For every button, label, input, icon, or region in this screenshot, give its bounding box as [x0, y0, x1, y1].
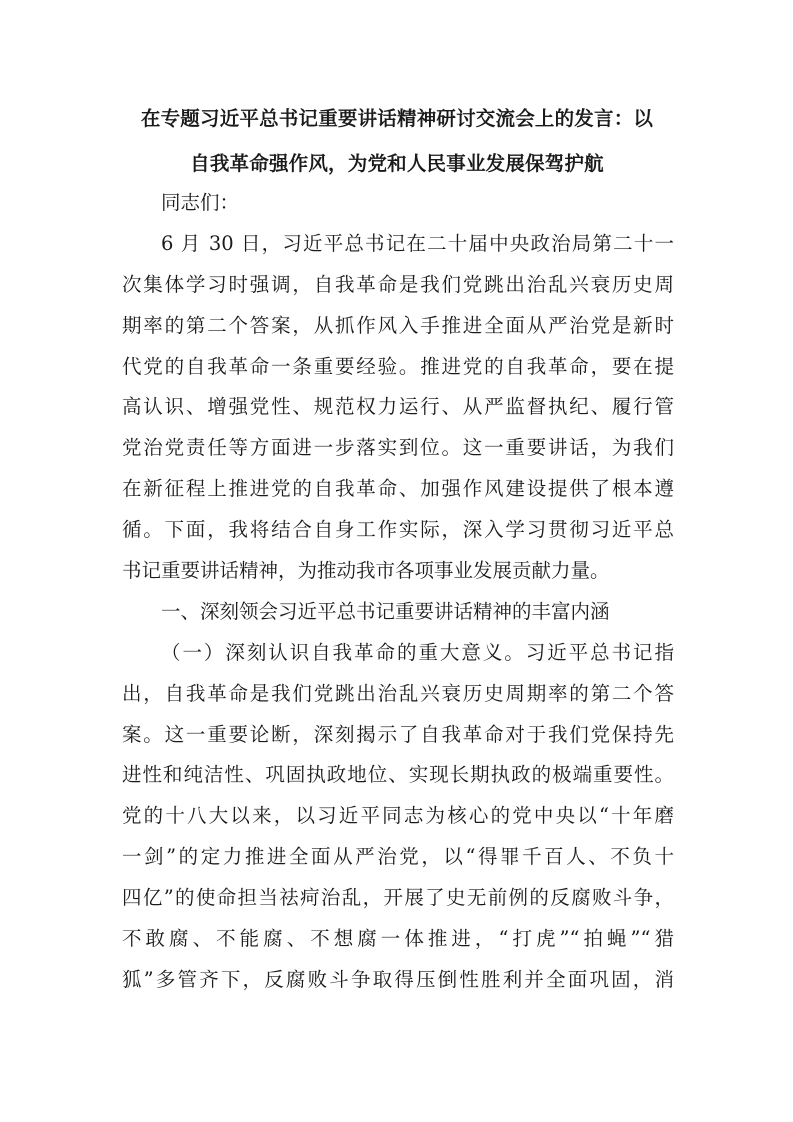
paragraph-line: 期率的第二个答案，从抓作风入手推进全面从严治党是新时 [122, 313, 674, 337]
paragraph-line: 出，自我革命是我们党跳出治乱兴衰历史周期率的第二个答 [122, 681, 674, 705]
paragraph-line: 一剑”的定力推进全面从严治党，以“得罪千百人、不负十 [122, 845, 674, 869]
paragraph-line: 代党的自我革命一条重要经验。推进党的自我革命，要在提 [122, 354, 674, 378]
salutation: 同志们： [161, 191, 240, 214]
paragraph-line: 6 月 30 日，习近平总书记在二十届中央政治局第二十一 [161, 231, 674, 255]
paragraph-line: 狐”多管齐下，反腐败斗争取得压倒性胜利并全面巩固，消 [122, 967, 674, 991]
paragraph-line: 四亿”的使命担当祛疴治乱，开展了史无前例的反腐败斗争， [122, 886, 674, 910]
document-title-line-1: 在专题习近平总书记重要讲话精神研讨交流会上的发言：以 [140, 107, 654, 130]
document-title-line-2: 自我革命强作风，为党和人民事业发展保驾护航 [190, 152, 604, 175]
paragraph-line: 次集体学习时强调，自我革命是我们党跳出治乱兴衰历史周 [122, 272, 674, 296]
document-body [122, 183, 674, 1001]
paragraph-line: 在新征程上推进党的自我革命、加强作风建设提供了根本遵 [122, 477, 674, 501]
paragraph-line: 不敢腐、不能腐、不想腐一体推进，“打虎”“拍蝇”“猎 [122, 927, 674, 951]
paragraph-line: 书记重要讲话精神，为推动我市各项事业发展贡献力量。 [122, 559, 610, 583]
paragraph-line: （一）深刻认识自我革命的重大意义。习近平总书记指 [161, 640, 674, 664]
paragraph-line: 进性和纯洁性、巩固执政地位、实现长期执政的极端重要性。 [122, 763, 674, 787]
paragraph-line: 党治党责任等方面进一步落实到位。这一重要讲话，为我们 [122, 436, 674, 460]
section-heading: 一、深刻领会习近平总书记重要讲话精神的丰富内涵 [161, 599, 610, 623]
paragraph-line: 高认识、增强党性、规范权力运行、从严监督执纪、履行管 [122, 395, 674, 419]
paragraph-line: 党的十八大以来，以习近平同志为核心的党中央以“十年磨 [122, 804, 674, 828]
paragraph-line: 案。这一重要论断，深刻揭示了自我革命对于我们党保持先 [122, 722, 674, 746]
paragraph-line: 循。下面，我将结合自身工作实际，深入学习贯彻习近平总 [122, 518, 674, 542]
